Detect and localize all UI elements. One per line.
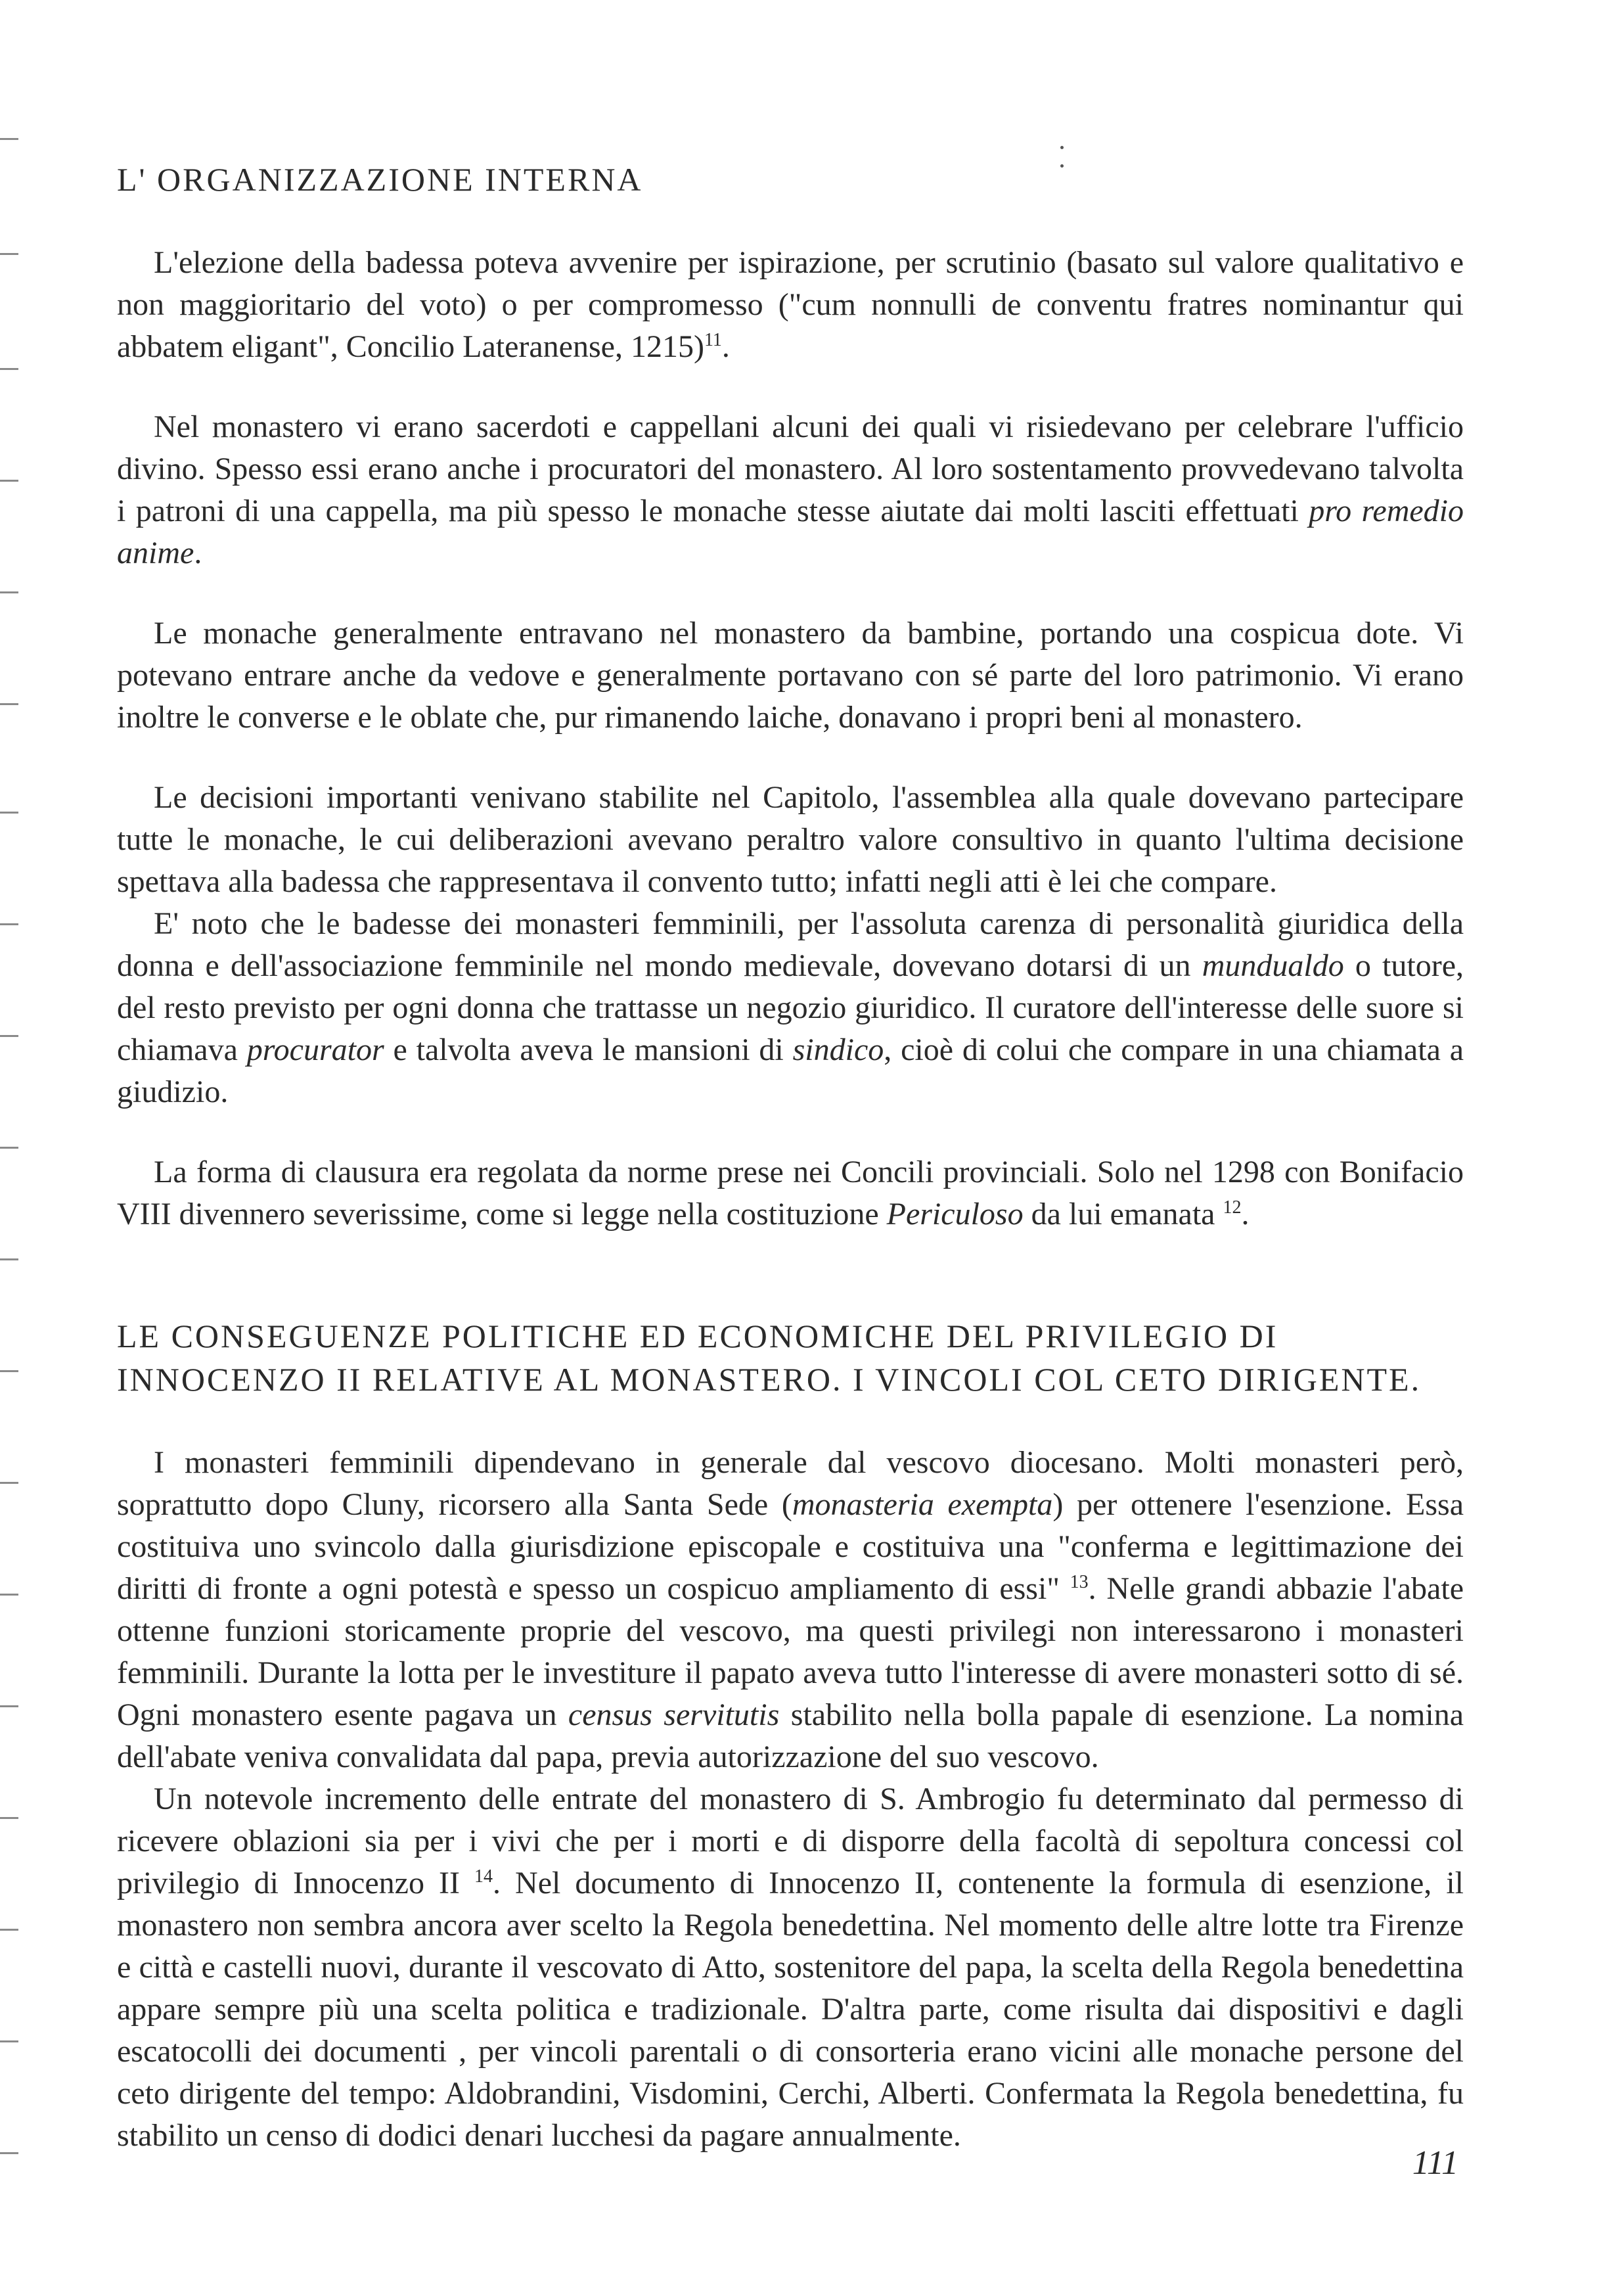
binding-tick — [0, 703, 18, 705]
scan-speck — [1060, 146, 1064, 149]
italic-term: census servitutis — [568, 1697, 780, 1732]
binding-tick — [0, 1147, 18, 1149]
binding-tick — [0, 1370, 18, 1372]
italic-term: procurator — [246, 1032, 384, 1067]
section-heading: LE CONSEGUENZE POLITICHE ED ECONOMICHE DEL PRIVILEGIO DI INNOCENZO II RELATIVE AL MONASTERO. I VINCOLI COL CETO DIRIGENTE. — [117, 1318, 1422, 1398]
paragraph: La forma di clausura era regolata da norme prese nei Concili provinciali. Solo nel 1298 con Bonifacio VIII divennero severissime, come si legge nella costituzione Periculoso da lui emanata $^{12}$. — [117, 1155, 1464, 1232]
paragraph: Le monache generalmente entravano nel monastero da bambine, portando una cospicua dote. Vi potevano entrare anche da vedove e generalmente portavano con sé parte del loro patrimonio. Vi erano inoltre le converse e le oblate che, pur rimanendo laiche, donavano i propri beni al monastero. — [117, 616, 1464, 735]
italic-term: pro remedio anime — [117, 494, 1464, 570]
binding-tick — [0, 480, 18, 482]
binding-tick — [0, 923, 18, 925]
paragraph: L'elezione della badessa poteva avvenire per ispirazione, per scrutinio (basato sul valore qualitativo e non maggioritario del voto) o per compromesso ("cum nonnulli de conventu fratres nominantur qui abbatem eligant", Concilio Lateranense, 1215)$^{11}$. — [117, 245, 1464, 364]
paragraph: Nel monastero vi erano sacerdoti e cappellani alcuni dei quali vi risiedevano per celebrare l'ufficio divino. Spesso essi erano anche i procuratori del monastero. Al loro sostentamento provvedevano talvolta i patroni di una cappella, ma più spesso le monache stesse aiutate dai molti lasciti effettuati pro remedio anime. — [117, 409, 1464, 570]
footnote-ref: 11 — [704, 330, 722, 350]
page-number: 111 — [1412, 2144, 1458, 2182]
binding-tick — [0, 812, 18, 814]
footnote-ref: 13 — [1070, 1572, 1089, 1592]
binding-tick — [0, 1817, 18, 1819]
footnote-ref: 14 — [474, 1866, 493, 1887]
binding-tick — [0, 1929, 18, 1931]
paragraph: I monasteri femminili dipendevano in generale dal vescovo diocesano. Molti monasteri però, soprattutto dopo Cluny, ricorsero alla Santa Sede (monasteria exempta) per ottenere l'esenzione. Essa costituiva uno svincolo dalla giurisdizione episcopale e costituiva una "conferma e legittimazione dei diritti di fronte a ogni potestà e spesso un cospicuo ampliamento di essi" $^{13}$. Nelle grandi abbazie l'abate ottenne funzioni storicamente proprie del vescovo, ma questi privilegi non interessarono i monasteri femminili. Durante la lotta per le investiture il papato aveva tutto l'interesse di avere monasteri sotto di sé. Ogni monastero esente pagava un census servitutis stabilito nella bolla papale di esenzione. La nomina dell'abate veniva convalidata dal papa, previa autorizzazione del suo vescovo. — [117, 1445, 1464, 1774]
footnote-ref: 12 — [1223, 1197, 1242, 1218]
section-heading: L' ORGANIZZAZIONE INTERNA — [117, 161, 643, 198]
binding-tick — [0, 1705, 18, 1707]
binding-tick — [0, 2040, 18, 2042]
binding-tick — [0, 368, 18, 370]
binding-tick — [0, 1482, 18, 1484]
binding-tick — [0, 1258, 18, 1260]
italic-term: Periculoso — [886, 1197, 1024, 1232]
binding-tick — [0, 138, 18, 140]
paragraph: E' noto che le badesse dei monasteri femminili, per l'assoluta carenza di personalità giuridica della donna e dell'associazione femminile nel mondo medievale, dovevano dotarsi di un mundualdo o tutore, del resto previsto per ogni donna che trattasse un negozio giuridico. Il curatore dell'interesse delle suore si chiamava procurator e talvolta aveva le mansioni di sindico, cioè di colui che compare in una chiamata a giudizio. — [117, 906, 1464, 1109]
paragraph: Un notevole incremento delle entrate del monastero di S. Ambrogio fu determinato dal permesso di ricevere oblazioni sia per i vivi che per i morti e di disporre della facoltà di sepoltura concessi col privilegio di Innocenzo II $^{14}$. Nel documento di Innocenzo II, contenente la formula di esenzione, il monastero non sembra ancora aver scelto la Regola benedettina. Nel momento delle altre lotte tra Firenze e città e castelli nuovi, durante il vescovato di Atto, sostenitore del papa, la scelta della Regola benedettina appare sempre più una scelta politica e tradizionale. D'altra parte, come risulta dai dispositivi e dagli escatocolli dei documenti , per vincoli parentali o di consorteria erano vicini alle monache persone del ceto dirigente del tempo: Aldobrandini, Visdomini, Cerchi, Alberti. Confermata la Regola benedettina, fu stabilito un censo di dodici denari lucchesi da pagare annualmente. — [117, 1782, 1464, 2153]
binding-tick — [0, 2152, 18, 2154]
binding-tick — [0, 591, 18, 593]
italic-term: sindico — [792, 1032, 884, 1067]
binding-tick — [0, 1035, 18, 1037]
italic-term: monasteria exempta — [792, 1487, 1053, 1522]
italic-term: mundualdo — [1202, 948, 1344, 983]
binding-tick — [0, 1594, 18, 1596]
page-body — [117, 158, 1464, 2157]
paragraph: Le decisioni importanti venivano stabilite nel Capitolo, l'assemblea alla quale dovevano partecipare tutte le monache, le cui deliberazioni avevano peraltro valore consultivo in quanto l'ultima decisione spettava alla badessa che rappresentava il convento tutto; infatti negli atti è lei che compare. — [117, 780, 1464, 899]
binding-margin — [0, 0, 26, 2279]
binding-tick — [0, 253, 18, 255]
